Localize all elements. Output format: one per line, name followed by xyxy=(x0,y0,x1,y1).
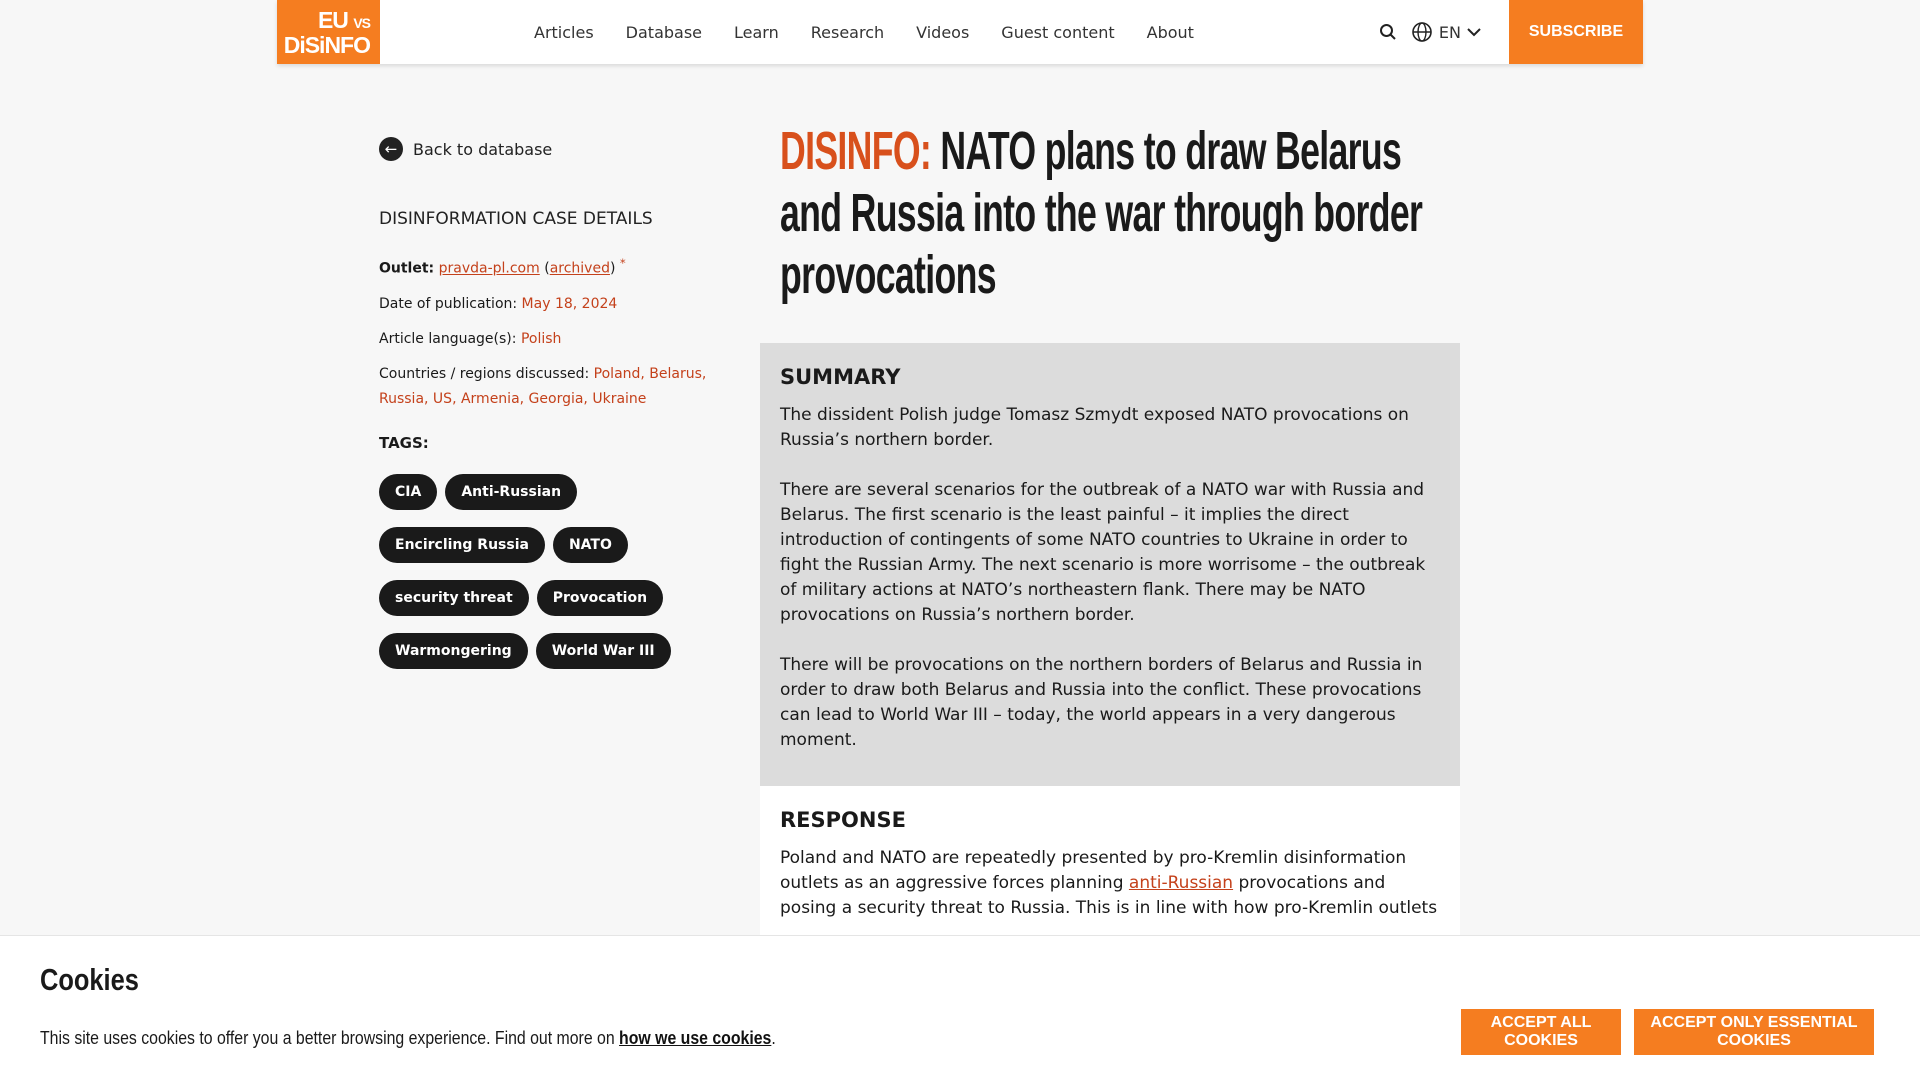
tag-provocation[interactable]: Provocation xyxy=(537,580,663,616)
language-value: Polish xyxy=(520,330,562,347)
countries-row xyxy=(379,362,724,412)
cookie-banner xyxy=(0,935,1920,1080)
tag-warmongering[interactable]: Warmongering xyxy=(379,633,528,669)
tag-cia[interactable]: CIA xyxy=(379,474,437,510)
cookie-text xyxy=(40,1028,776,1049)
nav-articles[interactable]: Articles xyxy=(534,22,594,42)
case-details-sidebar xyxy=(379,137,724,669)
nav-about[interactable]: About xyxy=(1146,22,1194,42)
cookie-period: . xyxy=(771,1028,776,1048)
tag-nato[interactable]: NATO xyxy=(553,527,628,563)
tag-anti-russian[interactable]: Anti-Russian xyxy=(445,474,577,510)
response-heading: RESPONSE xyxy=(780,808,906,832)
nav-research[interactable]: Research xyxy=(810,22,885,42)
language-label: Article language(s): xyxy=(379,330,517,347)
asterisk: * xyxy=(619,256,626,270)
outlet-label: Outlet: xyxy=(379,260,435,277)
logo-eu: EU xyxy=(317,6,348,33)
countries-label: Countries / regions discussed: xyxy=(379,365,590,382)
cookie-title: Cookies xyxy=(40,962,139,997)
archived-link[interactable]: archived xyxy=(549,260,610,277)
logo-vs: VS xyxy=(353,14,370,31)
cookie-message: This site uses cookies to offer you a better browsing experience. Find out more on xyxy=(40,1028,620,1048)
summary-paragraph: There will be provocations on the northern borders of Belarus and Russia in order to draw both Belarus and Russia into the conflict. These provocations can lead to World War III – today, the world appears in a very dangerous moment. xyxy=(780,655,1423,750)
cookie-policy-link[interactable]: how we use cookies xyxy=(619,1028,772,1048)
arrow-left-icon: ← xyxy=(379,137,403,161)
case-details-heading: DISINFORMATION CASE DETAILS xyxy=(379,209,653,229)
nav-guest-content[interactable]: Guest content xyxy=(1001,22,1115,42)
chevron-down-icon xyxy=(1467,27,1481,37)
response-text: provocations and posing a security threat to Russia. This is in line with how pro-Kremlin outlets xyxy=(780,873,1438,918)
response-paragraph xyxy=(780,846,1440,921)
logo[interactable] xyxy=(277,0,380,64)
response-text: Poland and NATO are repeatedly presented by pro-Kremlin disinformation outlets as an aggressive forces planning xyxy=(780,848,1407,893)
subscribe-button[interactable]: SUBSCRIBE xyxy=(1509,0,1643,64)
date-label: Date of publication: xyxy=(379,295,518,312)
title-text: NATO plans to draw Belarus and Russia into the war through border provocations xyxy=(780,121,1423,305)
language-row xyxy=(379,327,724,352)
site-header xyxy=(277,0,1643,64)
globe-icon xyxy=(1411,21,1433,43)
date-value: May 18, 2024 xyxy=(521,295,618,312)
disinfo-prefix: DISINFO: xyxy=(780,121,932,181)
nav-videos[interactable]: Videos xyxy=(916,22,970,42)
back-to-database-link[interactable] xyxy=(379,137,724,161)
nav-learn[interactable]: Learn xyxy=(734,22,779,42)
language-selector[interactable] xyxy=(1411,21,1481,43)
outlet-link[interactable]: pravda-pl.com xyxy=(438,260,540,277)
back-label: Back to database xyxy=(413,139,553,159)
main-nav xyxy=(534,23,1226,42)
summary-heading: SUMMARY xyxy=(780,365,901,389)
logo-disinfo: DiSiNFO xyxy=(283,31,370,58)
tag-encircling-russia[interactable]: Encircling Russia xyxy=(379,527,545,563)
tags-heading: TAGS: xyxy=(379,433,429,452)
summary-paragraph: The dissident Polish judge Tomasz Szmydt exposed NATO provocations on Russia’s northern border. xyxy=(780,405,1409,450)
language-code: EN xyxy=(1438,22,1461,42)
accept-all-cookies-button[interactable]: ACCEPT ALL COOKIES xyxy=(1461,1009,1621,1055)
summary-section xyxy=(760,343,1460,786)
summary-paragraph: There are several scenarios for the outbreak of a NATO war with Russia and Belarus. The first scenario is the least painful – it implies the direct introduction of contingents of some NATO countries to Ukraine in order to fight the Russian Army. The next scenario is more worrisome – the outbreak of military actions at NATO’s northeastern flank. There may be NATO provocations on Russia’s northern border. xyxy=(780,480,1426,625)
date-row xyxy=(379,292,724,317)
search-icon[interactable] xyxy=(1379,23,1397,41)
page-title xyxy=(780,120,1440,306)
accept-essential-cookies-button[interactable]: ACCEPT ONLY ESSENTIAL COOKIES xyxy=(1634,1009,1874,1055)
anti-russian-link[interactable]: anti-Russian xyxy=(1128,873,1234,893)
tag-security-threat[interactable]: security threat xyxy=(379,580,529,616)
tag-world-war-iii[interactable]: World War III xyxy=(536,633,671,669)
nav-database[interactable]: Database xyxy=(625,22,703,42)
tag-list xyxy=(379,474,729,669)
outlet-row: Outlet: pravda-pl.com (archived) * xyxy=(379,256,626,277)
countries-value: Poland, Belarus, Russia, US, Armenia, Georgia, Ukraine xyxy=(379,365,707,407)
